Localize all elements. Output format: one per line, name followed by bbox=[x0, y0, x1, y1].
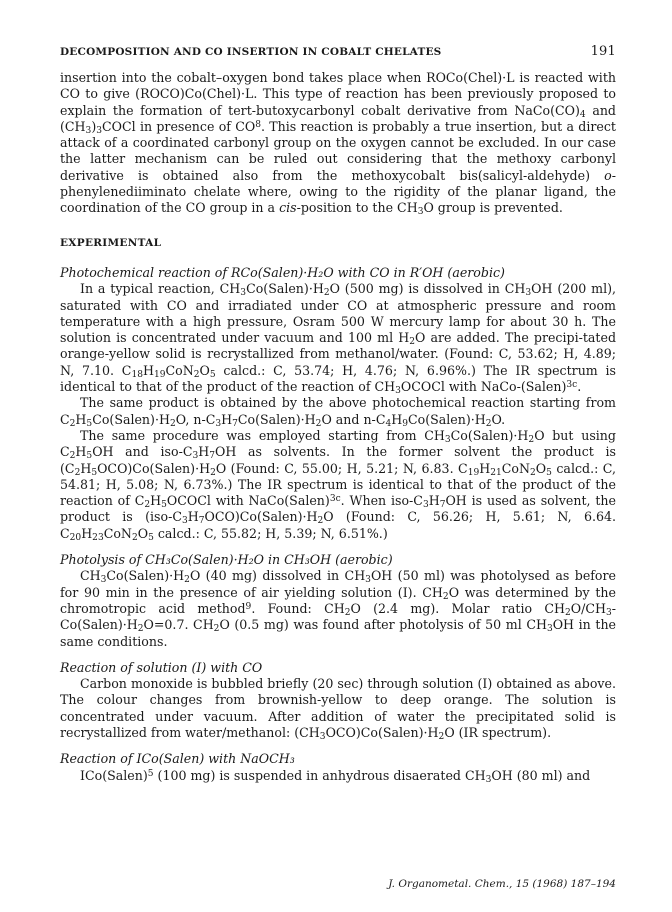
paragraph-photochemical-1: In a typical reaction, $CH_3Co(Salen)\cdot H_2O$ (500 mg) is dissolved in $CH_3OH$ (200 ml), saturated with CO and irradiated under CO at atmospheric pressure and room temperature with a high pressure, Osram 500 W mercury lamp for about 30 h. The solution is concentrated under vacuum and 100 ml $H_2O$ are added. The precipi-tated orange-yellow solid is recrystallized from methanol/water. (Found: C, 53.62; H, 4.89; N, 7.10. $C_{18}H_{19}CoN_2O_5$ calcd.: C, 53.74; H, 4.76; N, 6.96%.) The IR spectrum is identical to that of the product of the reaction of $CH_3OCOCl$ with NaCo-(Salen)$^{3c}$. bbox=[60, 281, 617, 397]
subheading-ico-naoch3: Reaction of ICo(Salen) with NaOCH₃ bbox=[60, 751, 295, 767]
paragraph-photolysis: $CH_3Co(Salen)\cdot H_2O$ (40 mg) dissolved in $CH_3OH$ (50 ml) was photolysed as before for 90 min in the presence of air yielding solution (I). $CH_2O$ was determined by the chromotropic acid method$^9$. Found: $CH_2O$ (2.4 mg). Molar ratio $CH_2O/CH_3-Co(Salen)\cdot H_2O=0.7$. $CH_2O$ (0.5 mg) was found after photolysis of 50 ml $CH_3OH$ in the same conditions. bbox=[60, 568, 617, 649]
subheading-solution-co: Reaction of solution (I) with CO bbox=[60, 659, 263, 675]
running-head bbox=[60, 44, 616, 59]
paragraph-solution-co: Carbon monoxide is bubbled briefly (20 sec) through solution (I) obtained as above. The colour changes from brownish-yellow to deep orange. The solution is concentrated under vacuum. After addition of water the precipitated solid is recrystallized from water/methanol: $(CH_3OCO)Co(Salen)\cdot H_2O$ (IR spectrum). bbox=[60, 676, 616, 742]
subheading-photolysis: Photolysis of CH₃Co(Salen)·H₂O in CH₃OH (aerobic) bbox=[60, 552, 393, 568]
intro-paragraph: insertion into the cobalt–oxygen bond takes place when ROCo(Chel)·L is reacted with CO to give (ROCO)Co(Chel)·L. This type of reaction has been previously proposed to explain the formation of tert-butoxycarbonyl cobalt derivative from $NaCo(CO)_4$ and $(CH_3)_3COCl$ in presence of $CO^8$. This reaction is probably a true insertion, but a direct attack of a coordinated carbonyl group on the oxygen cannot be excluded. In our case the latter mechanism can be ruled out considering that the methoxy carbonyl derivative is obtained also from the methoxycobalt bis(salicyl-aldehyde) o-phenylenediiminato chelate where, owing to the rigidity of the planar ligand, the coordination of the CO group in a cis-position to the $CH_3O$ group is prevented. bbox=[60, 70, 616, 218]
paragraph-photochemical-2: The same product is obtained by the above photochemical reaction starting from $C_2H_5Co(Salen)\cdot H_2O$, $n-C_3H_7Co(Salen)\cdot H_2O$ and $n-C_4H_9Co(Salen)\cdot H_2O$. bbox=[60, 395, 616, 429]
running-title: DECOMPOSITION AND CO INSERTION IN COBALT CHELATES bbox=[60, 46, 442, 58]
subheading-photochemical: Photochemical reaction of RCo(Salen)·H₂O with CO in R′OH (aerobic) bbox=[60, 264, 505, 280]
body-text bbox=[60, 70, 616, 784]
page-number: 191 bbox=[590, 44, 616, 59]
paragraph-photochemical-3: The same procedure was employed starting from $CH_3Co(Salen)\cdot H_2O$ but using $C_2H_5OH$ and iso-$C_3H_7OH$ as solvents. In the former solvent the product is $(C_2H_5OCO)Co(Salen)\cdot H_2O$ (Found: C, 55.00; H, 5.21; N, 6.83. $C_{19}H_{21}CoN_2O_5$ calcd.: C, 54.81; H, 5.08; N, 6.73%.) The IR spectrum is identical to that of the product of the reaction of $C_2H_5OCOCl$ with NaCo(Salen)$^{3c}$. When iso-$C_3H_7OH$ is used as solvent, the product is $(iso-C_3H_7OCO)Co(Salen)\cdot H_2O$ (Found: C, 56.26; H, 5.61; N, 6.64. $C_{20}H_{23}CoN_2O_5$ calcd.: C, 55.82; H, 5.39; N, 6.51%.) bbox=[60, 427, 617, 543]
section-heading-experimental: EXPERIMENTAL bbox=[60, 236, 162, 249]
paragraph-ico-naoch3: ICo(Salen)$^5$ (100 mg) is suspended in anhydrous disaerated $CH_3OH$ (80 ml) and bbox=[80, 767, 591, 785]
footer-citation: J. Organometal. Chem., 15 (1968) 187–194 bbox=[388, 878, 616, 890]
